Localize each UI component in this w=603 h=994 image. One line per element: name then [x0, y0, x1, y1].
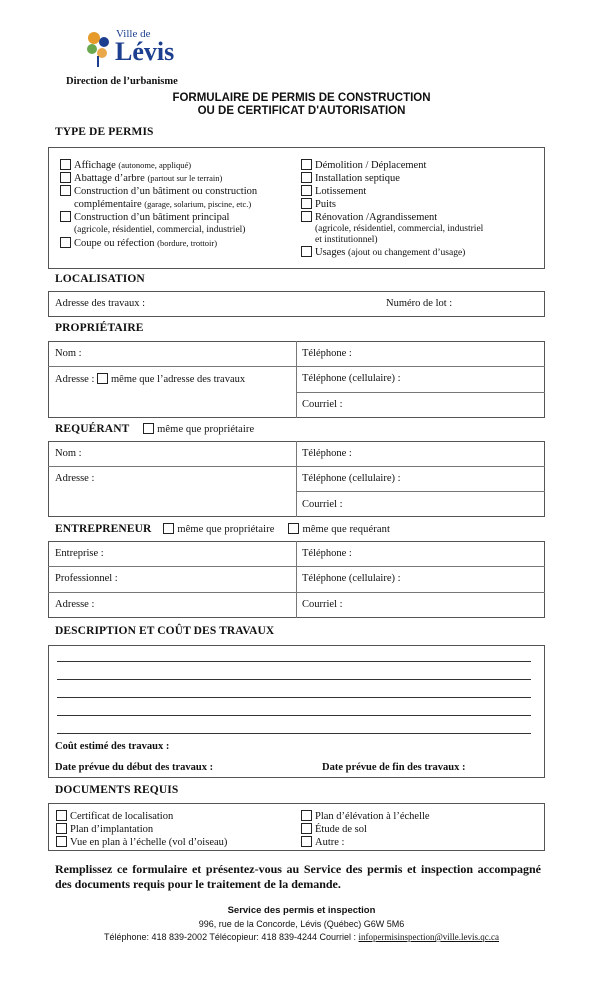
- document-option[interactable]: Plan d’élévation à l’échelle: [301, 810, 430, 823]
- permit-option[interactable]: Abattage d’arbre (partout sur le terrain): [60, 172, 257, 185]
- requerant-phone-field[interactable]: Téléphone :: [302, 448, 352, 459]
- entrepreneur-same-owner-checkbox[interactable]: [163, 523, 174, 534]
- divider: [296, 392, 545, 393]
- permit-option-continuation: (agricole, résidentiel, commercial, industriel): [74, 225, 246, 235]
- professional-field[interactable]: Professionnel :: [55, 573, 118, 584]
- address-field-label[interactable]: Adresse des travaux :: [55, 298, 146, 309]
- requerant-email-field[interactable]: Courriel :: [302, 499, 343, 510]
- checkbox[interactable]: [301, 159, 312, 170]
- logo-text-top: Ville de: [116, 28, 151, 40]
- owner-name-field[interactable]: Nom :: [55, 348, 82, 359]
- permit-option[interactable]: Démolition / Déplacement: [301, 159, 483, 172]
- document-option[interactable]: Certificat de localisation: [56, 810, 227, 823]
- company-address-field[interactable]: Adresse :: [55, 599, 95, 610]
- checkbox[interactable]: [60, 159, 71, 170]
- checkbox[interactable]: [301, 246, 312, 257]
- checkbox[interactable]: [56, 810, 67, 821]
- checkbox[interactable]: [301, 172, 312, 183]
- description-line[interactable]: [57, 679, 531, 680]
- permit-option[interactable]: Coupe ou réfection (bordure, trottoir): [60, 237, 257, 250]
- checkbox[interactable]: [60, 185, 71, 196]
- same-address-checkbox[interactable]: [97, 373, 108, 384]
- column-divider: [296, 441, 297, 517]
- estimated-cost-field[interactable]: Coût estimé des travaux :: [55, 741, 170, 752]
- footer-contact: Téléphone: 418 839-2002 Télécopieur: 418 839-4244 Courriel : infopermisinspection@ville.levis.qc.ca: [103, 932, 500, 942]
- section-type-permis: TYPE DE PERMIS: [55, 126, 154, 138]
- permit-option-continuation: et institutionnel): [315, 235, 378, 245]
- permit-option-continuation: complémentaire (garage, solarium, piscine, etc.): [74, 199, 252, 210]
- divider: [296, 491, 545, 492]
- footer-address: 996, rue de la Concorde, Lévis (Québec) G6W 5M6: [198, 919, 405, 929]
- company-email-field[interactable]: Courriel :: [302, 599, 343, 610]
- start-date-field[interactable]: Date prévue du début des travaux :: [55, 762, 214, 773]
- logo-flower-icon: [82, 28, 116, 68]
- document-option[interactable]: Étude de sol: [301, 823, 430, 836]
- permit-option-continuation: (agricole, résidentiel, commercial, industriel: [315, 224, 484, 234]
- company-phone-field[interactable]: Téléphone :: [302, 548, 352, 559]
- column-divider: [296, 341, 297, 418]
- form-title-line2: OU DE CERTIFICAT D'AUTORISATION: [197, 105, 406, 117]
- section-documents: DOCUMENTS REQUIS: [55, 784, 179, 796]
- permit-option[interactable]: Lotissement: [301, 185, 483, 198]
- document-option[interactable]: Plan d’implantation: [56, 823, 227, 836]
- description-line[interactable]: [57, 661, 531, 662]
- permit-option[interactable]: Puits: [301, 198, 483, 211]
- department-label: Direction de l’urbanisme: [66, 76, 178, 87]
- checkbox[interactable]: [56, 836, 67, 847]
- section-requerant: REQUÉRANT même que propriétaire: [55, 423, 255, 435]
- type-permis-right-list: [301, 159, 483, 260]
- checkbox[interactable]: [301, 211, 312, 222]
- instructions-text: Remplissez ce formulaire et présentez-vous au Service des permis et inspection accompagné des documents requis pour le traitement de la demande.: [55, 862, 541, 891]
- requerant-name-field[interactable]: Nom :: [55, 448, 82, 459]
- description-line[interactable]: [57, 733, 531, 734]
- logo-text-main: Lévis: [115, 37, 175, 66]
- form-title-line1: FORMULAIRE DE PERMIS DE CONSTRUCTION: [172, 92, 431, 104]
- permit-option[interactable]: Construction d’un bâtiment principal: [60, 211, 257, 224]
- permit-option[interactable]: Usages (ajout ou changement d’usage): [301, 246, 483, 260]
- lot-number-label[interactable]: Numéro de lot :: [386, 298, 453, 309]
- section-localisation: LOCALISATION: [55, 273, 145, 285]
- document-option[interactable]: Autre :: [301, 836, 430, 849]
- description-line[interactable]: [57, 715, 531, 716]
- owner-address-field[interactable]: Adresse : même que l’adresse des travaux: [55, 374, 246, 385]
- footer-service-name: Service des permis et inspection: [227, 905, 376, 916]
- checkbox[interactable]: [301, 823, 312, 834]
- description-box: [48, 645, 545, 778]
- checkbox[interactable]: [56, 823, 67, 834]
- documents-right-list: [301, 810, 430, 849]
- permit-option[interactable]: Construction d’un bâtiment ou construction: [60, 185, 257, 198]
- section-entrepreneur: ENTREPRENEUR même que propriétaire même que requérant: [55, 523, 390, 535]
- checkbox[interactable]: [301, 185, 312, 196]
- checkbox[interactable]: [301, 810, 312, 821]
- permit-option[interactable]: Rénovation /Agrandissement: [301, 211, 483, 224]
- description-line[interactable]: [57, 697, 531, 698]
- owner-phone-field[interactable]: Téléphone :: [302, 348, 352, 359]
- checkbox[interactable]: [301, 836, 312, 847]
- logo: [82, 26, 192, 74]
- footer-email-link[interactable]: infopermisinspection@ville.levis.qc.ca: [358, 932, 500, 942]
- checkbox[interactable]: [60, 237, 71, 248]
- end-date-field[interactable]: Date prévue de fin des travaux :: [322, 762, 466, 773]
- section-description: DESCRIPTION ET COÛT DES TRAVAUX: [55, 625, 275, 637]
- documents-left-list: [56, 810, 227, 849]
- section-proprietaire: PROPRIÉTAIRE: [55, 322, 144, 334]
- column-divider: [296, 541, 297, 618]
- owner-cell-field[interactable]: Téléphone (cellulaire) :: [302, 373, 401, 384]
- requerant-address-field[interactable]: Adresse :: [55, 473, 95, 484]
- company-field[interactable]: Entreprise :: [55, 548, 104, 559]
- owner-email-field[interactable]: Courriel :: [302, 399, 343, 410]
- checkbox[interactable]: [60, 211, 71, 222]
- checkbox[interactable]: [60, 172, 71, 183]
- checkbox[interactable]: [301, 198, 312, 209]
- document-option[interactable]: Vue en plan à l’échelle (vol d’oiseau): [56, 836, 227, 849]
- type-permis-left-list: [60, 159, 257, 250]
- entrepreneur-same-requerant-checkbox[interactable]: [288, 523, 299, 534]
- company-cell-field[interactable]: Téléphone (cellulaire) :: [302, 573, 401, 584]
- requerant-cell-field[interactable]: Téléphone (cellulaire) :: [302, 473, 401, 484]
- requerant-same-owner-checkbox[interactable]: [143, 423, 154, 434]
- permit-option[interactable]: Installation septique: [301, 172, 483, 185]
- permit-option[interactable]: Affichage (autonome, appliqué): [60, 159, 257, 172]
